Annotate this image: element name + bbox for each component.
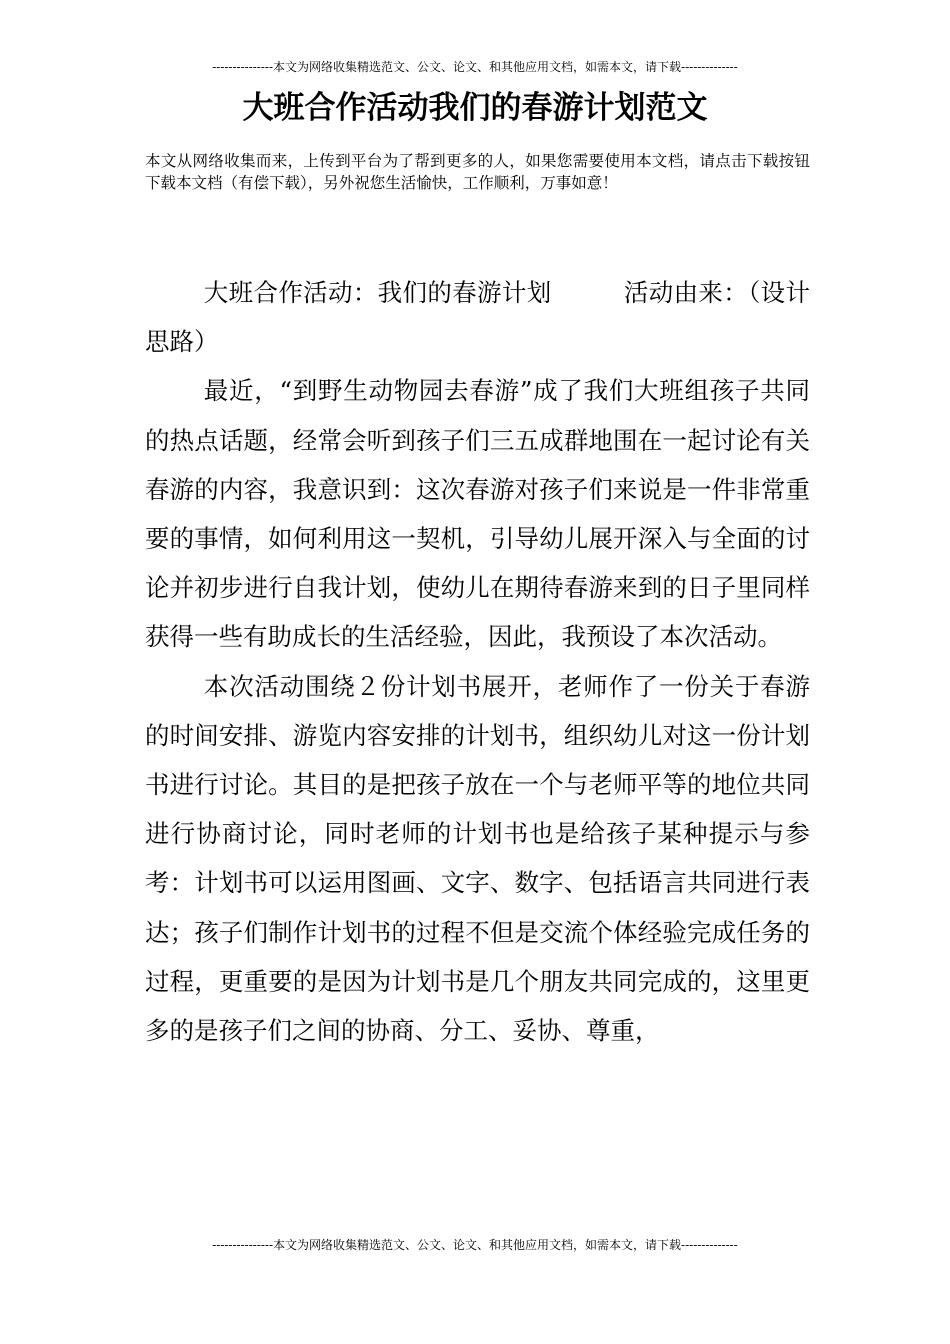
document-body xyxy=(145,268,810,1055)
document-title: 大班合作活动我们的春游计划范文 xyxy=(242,90,708,126)
body-paragraph-2: 本次活动围绕２份计划书展开，老师作了一份关于春游的时间安排、游览内容安排的计划书，组织幼儿对这一份计划书进行讨论。其目的是把孩子放在一个与老师平等的地位共同进行协商讨论，同时老师的计划书也是给孩子某种提示与参考：计划书可以运用图画、文字、数字、包括语言共同进行表达；孩子们制作计划书的过程不但是交流个体经验完成任务的过程，更重要的是因为计划书是几个朋友共同完成的，这里更多的是孩子们之间的协商、分工、妥协、尊重， xyxy=(145,671,810,1046)
body-paragraph-1: 最近，“到野生动物园去春游”成了我们大班组孩子共同的热点话题，经常会听到孩子们三五成群地围在一起讨论有关春游的内容，我意识到：这次春游对孩子们来说是一件非常重要的事情，如何利用这一契机，引导幼儿展开深入与全面的讨论并初步进行自我计划，使幼儿在期待春游来到的日子里同样获得一些有助成长的生活经验，因此，我预设了本次活动。 xyxy=(145,376,810,652)
section-heading xyxy=(145,268,810,366)
heading-sub: 活动由来：（设计思路） xyxy=(145,278,811,357)
page-header-notice: ---------------本文为网络收集精选范文、公文、论文、和其他应用文档，如需本文，请下载-------------- xyxy=(212,60,738,74)
heading-main: 大班合作活动：我们的春游计划 xyxy=(203,278,552,307)
intro-paragraph: 本文从网络收集而来，上传到平台为了帮到更多的人，如果您需要使用本文档，请点击下载按钮下载本文档（有偿下载），另外祝您生活愉快，工作顺利，万事如意！ xyxy=(145,152,810,192)
page-footer-notice: ---------------本文为网络收集精选范文、公文、论文、和其他应用文档，如需本文，请下载-------------- xyxy=(212,1238,738,1252)
